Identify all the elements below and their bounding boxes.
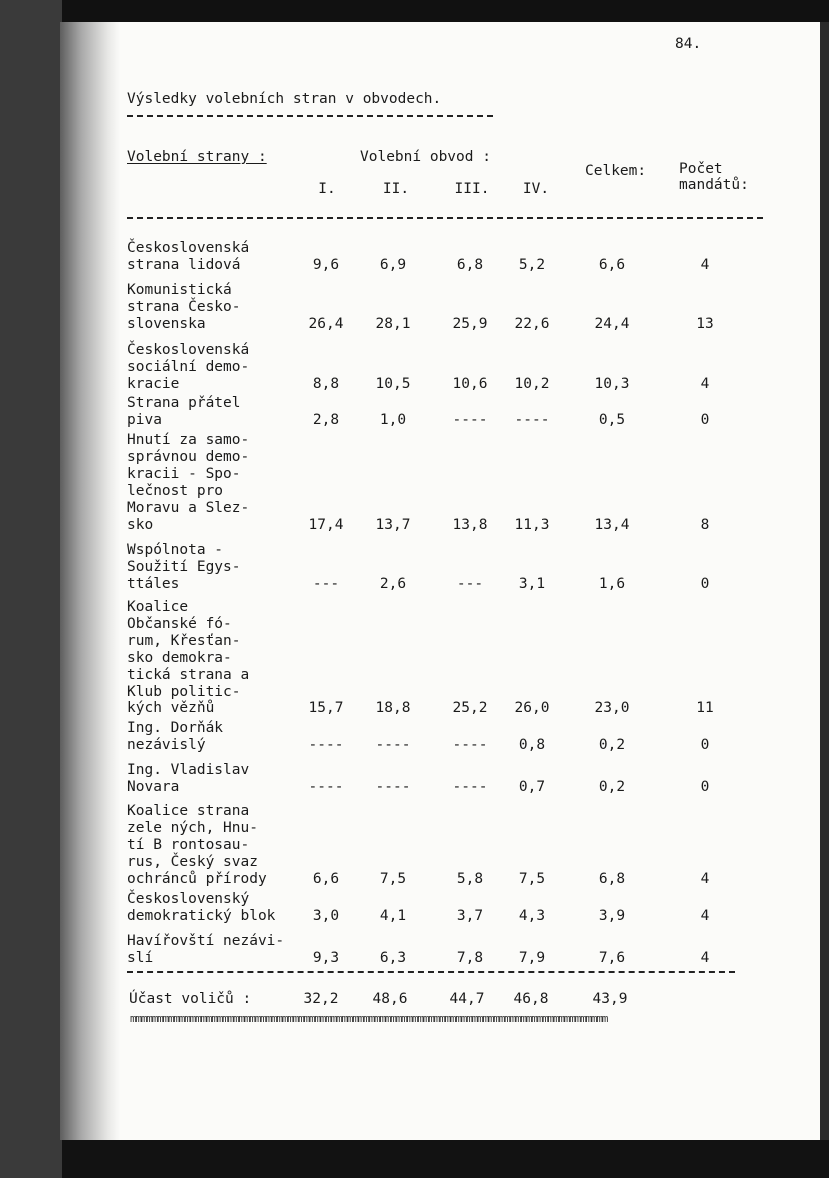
party-label-line: strana Česko- (127, 298, 241, 315)
district-value: 0,7 (518, 778, 546, 795)
district-value: 25,9 (452, 315, 488, 332)
district-value: 7,5 (379, 870, 407, 887)
total-value: 13,4 (594, 516, 630, 533)
page-gutter-shadow (60, 22, 120, 1140)
header-total: Celkem: (585, 163, 647, 179)
party-label-line: Ing. Vladislav (127, 762, 250, 778)
district-value: ---- (452, 778, 488, 795)
district-value: 5,2 (518, 256, 546, 273)
party-label-line: sko demokra- (127, 649, 232, 666)
district-value: 7,9 (518, 949, 546, 966)
district-value: 18,8 (375, 700, 411, 717)
district-value: 22,6 (514, 315, 550, 332)
district-value: 9,3 (312, 949, 340, 966)
turnout-d4: 46,8 (513, 991, 549, 1007)
party-label-line: Občanské fó- (127, 615, 232, 632)
header-district-3: III. (454, 181, 490, 197)
party-label-line: demokratický blok (127, 907, 276, 924)
title-underline (127, 115, 493, 117)
party-label-line: Novara (127, 778, 180, 795)
district-value: ---- (375, 778, 411, 795)
party-label-line: kracie (127, 375, 180, 392)
district-value: 9,6 (312, 256, 340, 273)
mandates-value: 0 (700, 411, 710, 428)
party-label-line: zele ných, Hnu- (127, 819, 258, 836)
page-number: 84. (675, 36, 702, 52)
party-label-line: rum, Křesťan- (127, 632, 241, 649)
party-label-line: Wspólnota - (127, 542, 224, 558)
header-district-2: II. (382, 181, 410, 197)
total-value: 7,6 (598, 949, 626, 966)
header-district-4: IV. (522, 181, 550, 197)
party-label-line: nezávislý (127, 736, 206, 753)
district-value: ---- (308, 736, 344, 753)
mandates-value: 4 (700, 907, 710, 924)
district-value: 10,2 (514, 375, 550, 392)
party-label-line: strana lidová (127, 256, 241, 273)
mandates-value: 13 (696, 315, 714, 332)
district-value: 13,7 (375, 516, 411, 533)
total-value: 1,6 (598, 575, 626, 592)
party-label-line: ttáles (127, 575, 180, 592)
district-value: 6,9 (379, 256, 407, 273)
total-value: 0,2 (598, 778, 626, 795)
turnout-d3: 44,7 (449, 991, 485, 1007)
district-value: 5,8 (456, 870, 484, 887)
total-value: 3,9 (598, 907, 626, 924)
total-value: 6,6 (598, 256, 626, 273)
turnout-d1: 32,2 (303, 991, 339, 1007)
district-value: 28,1 (375, 315, 411, 332)
district-value: 4,1 (379, 907, 407, 924)
turnout-total: 43,9 (592, 991, 628, 1007)
party-label-line: Ing. Dorňák (127, 720, 224, 736)
district-value: 3,7 (456, 907, 484, 924)
district-value: 6,6 (312, 870, 340, 887)
mandates-value: 4 (700, 870, 710, 887)
district-value: 7,8 (456, 949, 484, 966)
district-value: 3,0 (312, 907, 340, 924)
district-value: ---- (308, 778, 344, 795)
total-value: 0,2 (598, 736, 626, 753)
district-value: 17,4 (308, 516, 344, 533)
mandates-value: 4 (700, 256, 710, 273)
party-label-line: Československá (127, 342, 250, 358)
party-label-line: Havířovští nezávi- (127, 933, 285, 949)
header-mandates-1: Počet (679, 161, 723, 177)
party-label-line: Československý (127, 891, 250, 907)
mandates-value: 0 (700, 575, 710, 592)
party-label-line: Komunistická (127, 282, 232, 298)
document-title: Výsledky volebních stran v obvodech. (127, 91, 442, 107)
total-value: 10,3 (594, 375, 630, 392)
party-label-line: správnou demo- (127, 448, 250, 465)
district-value: 2,6 (379, 575, 407, 592)
header-districts: Volební obvod : (360, 149, 491, 165)
header-separator (127, 217, 763, 219)
party-label-line: kých vězňů (127, 700, 215, 717)
total-value: 0,5 (598, 411, 626, 428)
mandates-value: 0 (700, 778, 710, 795)
party-label-line: sociální demo- (127, 358, 250, 375)
district-value: ---- (514, 411, 550, 428)
table-bottom-separator (127, 971, 735, 973)
party-label-line: Strana přátel (127, 395, 241, 411)
party-label-line: slovenska (127, 315, 206, 332)
party-label-line: lečnost pro (127, 482, 224, 499)
mandates-value: 4 (700, 375, 710, 392)
total-value: 6,8 (598, 870, 626, 887)
total-value: 24,4 (594, 315, 630, 332)
district-value: 10,5 (375, 375, 411, 392)
header-parties: Volební strany : (127, 149, 267, 165)
party-label-line: piva (127, 411, 162, 428)
district-value: 13,8 (452, 516, 488, 533)
district-value: 7,5 (518, 870, 546, 887)
party-label-line: Soužití Egys- (127, 558, 241, 575)
district-value: 8,8 (312, 375, 340, 392)
party-label-line: Koalice strana (127, 803, 250, 819)
district-value: 11,3 (514, 516, 550, 533)
district-value: --- (312, 575, 340, 592)
header-district-1: I. (318, 181, 336, 197)
district-value: 25,2 (452, 700, 488, 717)
district-value: 2,8 (312, 411, 340, 428)
party-label-line: Hnutí za samo- (127, 432, 250, 448)
district-value: 1,0 (379, 411, 407, 428)
district-value: 15,7 (308, 700, 344, 717)
party-label-line: rus, Český svaz (127, 853, 258, 870)
turnout-label: Účast voličů : (129, 991, 252, 1007)
party-label-line: sko (127, 516, 154, 533)
district-value: 4,3 (518, 907, 546, 924)
mandates-value: 4 (700, 949, 710, 966)
district-value: --- (456, 575, 484, 592)
party-label-line: tí B rontosau- (127, 836, 250, 853)
party-label-line: Klub politic- (127, 683, 241, 700)
district-value: 0,8 (518, 736, 546, 753)
party-label-line: Moravu a Slez- (127, 499, 250, 516)
district-value: 6,3 (379, 949, 407, 966)
party-label-line: tická strana a (127, 666, 250, 683)
district-value: 3,1 (518, 575, 546, 592)
header-mandates-2: mandátů: (679, 177, 749, 193)
turnout-d2: 48,6 (372, 991, 408, 1007)
footer-typed-marks: mmmmmmmmmmmmmmmmmmmmmmmmmmmmmmmmmmmmmmmmmmmmmmmmmmmmmmmmmmmmmmmmmmmmmmmmmmmmmmmmmmmmmmmm (130, 1012, 608, 1025)
mandates-value: 0 (700, 736, 710, 753)
party-label-line: Koalice (127, 599, 189, 615)
mandates-value: 11 (696, 700, 714, 717)
mandates-value: 8 (700, 516, 710, 533)
district-value: 6,8 (456, 256, 484, 273)
district-value: 10,6 (452, 375, 488, 392)
district-value: ---- (452, 411, 488, 428)
total-value: 23,0 (594, 700, 630, 717)
party-label-line: slí (127, 949, 154, 966)
party-label-line: Československá (127, 240, 250, 256)
party-label-line: ochránců přírody (127, 870, 267, 887)
district-value: 26,4 (308, 315, 344, 332)
district-value: 26,0 (514, 700, 550, 717)
district-value: ---- (452, 736, 488, 753)
district-value: ---- (375, 736, 411, 753)
party-label-line: kracii - Spo- (127, 465, 241, 482)
